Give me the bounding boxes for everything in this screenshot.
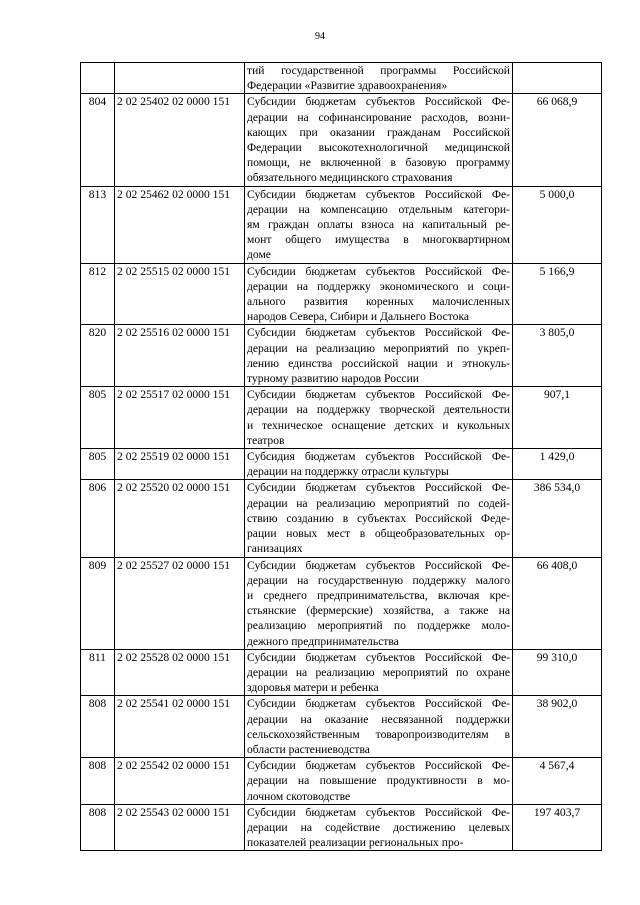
budget-classification-code-cell: 2 02 25515 02 0000 151 — [115, 263, 245, 325]
revenue-name-line: помощи, не включенной в базовую программу — [247, 156, 510, 170]
table-row — [81, 186, 602, 263]
revenue-name-line: доме — [247, 248, 271, 262]
admin-code-cell: 806 — [81, 480, 115, 557]
budget-classification-code-cell: 2 02 25520 02 0000 151 — [115, 480, 245, 557]
amount-cell: 66 068,9 — [513, 94, 602, 186]
revenue-name-line: Субсидии бюджетам субъектов Российской Фе- — [247, 481, 510, 495]
revenue-name-line: тий государственной программы Российской — [247, 64, 510, 77]
revenue-name-cell — [245, 325, 513, 387]
revenue-name-line: кающих при оказании гражданам Российской — [247, 125, 510, 139]
admin-code-cell: 804 — [81, 94, 115, 186]
revenue-name-cell — [245, 804, 513, 851]
admin-code-cell: 812 — [81, 263, 115, 325]
amount-cell — [513, 63, 602, 94]
admin-code-cell: 811 — [81, 649, 115, 696]
revenue-name-line: дерации на содействие достижению целевых — [247, 820, 510, 834]
table-row — [81, 325, 602, 387]
admin-code-cell: 820 — [81, 325, 115, 387]
revenue-name-line: рации новых мест в общеобразовательных ор- — [247, 527, 510, 541]
admin-code-cell: 808 — [81, 696, 115, 758]
revenue-name-line: Субсидии бюджетам субъектов Российской Фе- — [247, 650, 510, 664]
revenue-name-line: дежного предпринимательства — [247, 634, 399, 648]
budget-classification-code-cell: 2 02 25528 02 0000 151 — [115, 649, 245, 696]
revenue-name-line: ствию созданию в субъектах Российской Феде- — [247, 511, 510, 525]
amount-cell: 5 000,0 — [513, 186, 602, 263]
table-row — [81, 263, 602, 325]
table-row — [81, 696, 602, 758]
amount-cell: 3 805,0 — [513, 325, 602, 387]
revenue-name-line: здоровья матери и ребенка — [247, 681, 379, 695]
table-row — [81, 649, 602, 696]
amount-cell: 386 534,0 — [513, 480, 602, 557]
revenue-name-line: дерации на поддержку отрасли культуры — [247, 465, 449, 479]
revenue-name-line: дерации на поддержку творческой деятельности — [247, 403, 510, 417]
amount-cell: 4 567,4 — [513, 758, 602, 805]
amount-cell: 197 403,7 — [513, 804, 602, 851]
revenue-name-line: дерации на компенсацию отдельным категори- — [247, 202, 510, 216]
revenue-name-line: сельскохозяйственным товаропроизводителям в — [247, 727, 510, 741]
revenue-name-cell — [245, 449, 513, 480]
revenue-name-line: Субсидии бюджетам субъектов Российской Фе- — [247, 264, 510, 278]
budget-classification-code-cell: 2 02 25516 02 0000 151 — [115, 325, 245, 387]
admin-code-cell: 805 — [81, 449, 115, 480]
revenue-name-cell — [245, 557, 513, 649]
revenue-name-line: Федерации «Развитие здравоохранения» — [247, 79, 448, 93]
revenue-name-line: Субсидии бюджетам субъектов Российской Фе- — [247, 326, 510, 340]
revenue-name-line: Субсидия бюджетам субъектов Российской Фе- — [247, 450, 510, 464]
revenue-name-line: ям граждан оплаты взноса на капитальный ре- — [247, 218, 510, 232]
amount-cell: 907,1 — [513, 387, 602, 449]
revenue-name-line: дерации на поддержку экономического и соци- — [247, 279, 510, 293]
revenue-name-line: театров — [247, 433, 285, 447]
revenue-name-cell — [245, 63, 513, 94]
budget-classification-code-cell: 2 02 25402 02 0000 151 — [115, 94, 245, 186]
revenue-name-line: Субсидии бюджетам субъектов Российской Фе- — [247, 95, 510, 109]
amount-cell: 5 166,9 — [513, 263, 602, 325]
revenue-name-line: и техническое оснащение детских и кукольных — [247, 418, 510, 432]
revenue-name-line: и среднего предпринимательства, включая кре- — [247, 588, 510, 602]
budget-table-body — [81, 63, 602, 851]
revenue-name-line: Субсидии бюджетам субъектов Российской Фе- — [247, 388, 510, 402]
amount-cell: 66 408,0 — [513, 557, 602, 649]
budget-classification-code-cell: 2 02 25542 02 0000 151 — [115, 758, 245, 805]
revenue-name-cell — [245, 94, 513, 186]
revenue-name-line: дерации на софинансирование расходов, возни- — [247, 110, 510, 124]
table-row — [81, 557, 602, 649]
table-row — [81, 449, 602, 480]
revenue-name-line: реализацию мероприятий по поддержке моло- — [247, 619, 510, 633]
table-row — [81, 804, 602, 851]
admin-code-cell — [81, 63, 115, 94]
revenue-name-line: дерации на реализацию мероприятий по укреп- — [247, 341, 510, 355]
revenue-name-line: народов Севера, Сибири и Дальнего Востока — [247, 310, 470, 324]
revenue-name-line: дерации на оказание несвязанной поддержки — [247, 712, 510, 726]
budget-classification-code-cell: 2 02 25527 02 0000 151 — [115, 557, 245, 649]
table-row — [81, 758, 602, 805]
revenue-name-line: Субсидии бюджетам субъектов Российской Фе- — [247, 805, 510, 819]
revenue-name-line: Субсидии бюджетам субъектов Российской Фе- — [247, 187, 510, 201]
revenue-name-line: Субсидии бюджетам субъектов Российской Фе- — [247, 697, 510, 711]
revenue-name-line: обязательного медицинского страхования — [247, 171, 453, 185]
revenue-name-cell — [245, 758, 513, 805]
revenue-name-line: ганизациях — [247, 542, 303, 556]
revenue-name-line: ального развития коренных малочисленных — [247, 295, 510, 309]
table-row — [81, 94, 602, 186]
revenue-name-cell — [245, 186, 513, 263]
table-row — [81, 387, 602, 449]
revenue-name-line: лению единства российской нации и этнокуль- — [247, 356, 510, 370]
revenue-name-line: Федерации высокотехнологичной медицинской — [247, 141, 510, 155]
budget-classification-code-cell: 2 02 25517 02 0000 151 — [115, 387, 245, 449]
admin-code-cell: 805 — [81, 387, 115, 449]
revenue-name-line: Субсидии бюджетам субъектов Российской Фе- — [247, 759, 510, 773]
revenue-name-line: лочном скотоводстве — [247, 789, 351, 803]
revenue-name-line: Субсидии бюджетам субъектов Российской Фе- — [247, 558, 510, 572]
table-row — [81, 480, 602, 557]
table-row — [81, 63, 602, 94]
budget-table — [80, 62, 602, 851]
revenue-name-line: дерации на реализацию мероприятий по охране — [247, 665, 510, 679]
amount-cell: 99 310,0 — [513, 649, 602, 696]
revenue-name-line: турному развитию народов России — [247, 372, 419, 386]
revenue-name-line: дерации на государственную поддержку малого — [247, 573, 510, 587]
revenue-name-cell — [245, 263, 513, 325]
revenue-name-cell — [245, 696, 513, 758]
budget-classification-code-cell: 2 02 25541 02 0000 151 — [115, 696, 245, 758]
revenue-name-line: монт общего имущества в многоквартирном — [247, 233, 510, 247]
revenue-name-line: показателей реализации региональных про- — [247, 836, 464, 850]
revenue-name-line: дерации на повышение продуктивности в мо- — [247, 774, 510, 788]
revenue-name-cell — [245, 387, 513, 449]
revenue-name-line: дерации на реализацию мероприятий по содей- — [247, 496, 510, 510]
revenue-name-line: области растениеводства — [247, 742, 370, 756]
budget-classification-code-cell: 2 02 25543 02 0000 151 — [115, 804, 245, 851]
page-number: 94 — [315, 31, 325, 42]
amount-cell: 1 429,0 — [513, 449, 602, 480]
revenue-name-cell — [245, 480, 513, 557]
amount-cell: 38 902,0 — [513, 696, 602, 758]
budget-classification-code-cell — [115, 63, 245, 94]
admin-code-cell: 808 — [81, 804, 115, 851]
admin-code-cell: 809 — [81, 557, 115, 649]
revenue-name-cell — [245, 649, 513, 696]
budget-classification-code-cell: 2 02 25462 02 0000 151 — [115, 186, 245, 263]
budget-classification-code-cell: 2 02 25519 02 0000 151 — [115, 449, 245, 480]
revenue-name-line: стьянские (фермерские) хозяйства, а также на — [247, 604, 510, 618]
admin-code-cell: 808 — [81, 758, 115, 805]
admin-code-cell: 813 — [81, 186, 115, 263]
